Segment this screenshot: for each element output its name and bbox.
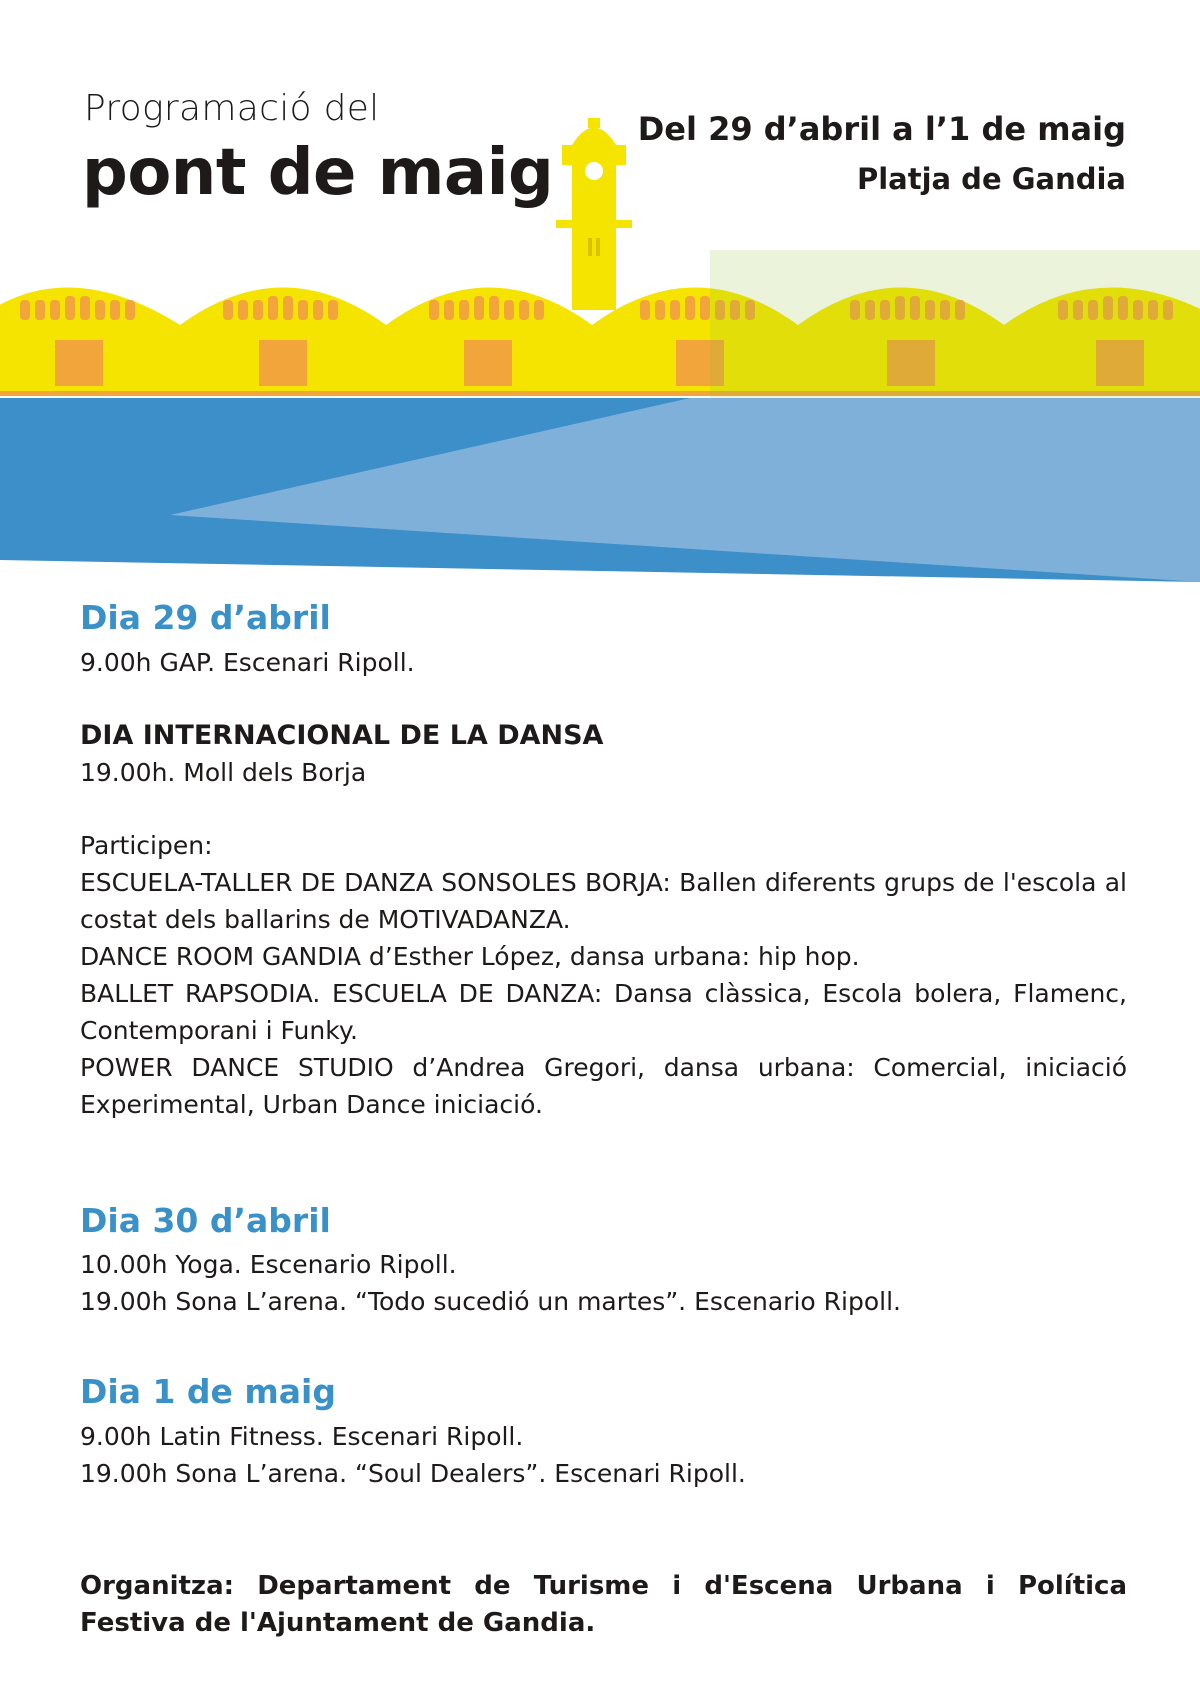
title-line-small: Programació del <box>84 88 380 129</box>
special-event-time: 19.00h. Moll dels Borja <box>80 757 367 787</box>
participant-item: POWER DANCE STUDIO d’Andrea Gregori, dansa urbana: Comercial, iniciació Experimental, Urban Dance iniciació. <box>80 1052 1127 1119</box>
schedule-line: 19.00h Sona L’arena. “Todo sucedió un martes”. Escenario Ripoll. <box>80 1287 901 1317</box>
participant-item: DANCE ROOM GANDIA d’Esther López, dansa urbana: hip hop. <box>80 941 860 971</box>
event-location: Platja de Gandia <box>856 162 1126 196</box>
schedule-line: 10.00h Yoga. Escenario Ripoll. <box>80 1250 457 1280</box>
schedule-line: 9.00h GAP. Escenari Ripoll. <box>80 647 415 677</box>
hero-illustration <box>0 0 1200 600</box>
schedule <box>80 598 1127 1492</box>
day-heading: Dia 30 d’abril <box>80 1200 331 1240</box>
day-heading: Dia 29 d’abril <box>80 598 331 637</box>
day-heading: Dia 1 de maig <box>80 1372 336 1412</box>
participant-item: BALLET RAPSODIA. ESCUELA DE DANZA: Dansa clàssica, Escola bolera, Flamenc, Contemporani i Funky. <box>80 978 1127 1045</box>
schedule-line: 9.00h Latin Fitness. Escenari Ripoll. <box>80 1421 524 1451</box>
page-title: pont de maig <box>82 136 554 210</box>
event-dates: Del 29 d’abril a l’1 de maig <box>637 110 1126 148</box>
participant-item: ESCUELA-TALLER DE DANZA SONSOLES BORJA: Ballen diferents grups de l'escola al costat dels ballarins de MOTIVADANZA. <box>80 867 1127 934</box>
participants-label: Participen: <box>80 830 213 860</box>
organizer-credit: Organitza: Departament de Turisme i d'Escena Urbana i Política Festiva de l'Ajuntament de Gandia. <box>80 1571 1127 1638</box>
special-event-title: DIA INTERNACIONAL DE LA DANSA <box>80 719 604 751</box>
schedule-line: 19.00h Sona L’arena. “Soul Dealers”. Escenari Ripoll. <box>80 1458 746 1488</box>
